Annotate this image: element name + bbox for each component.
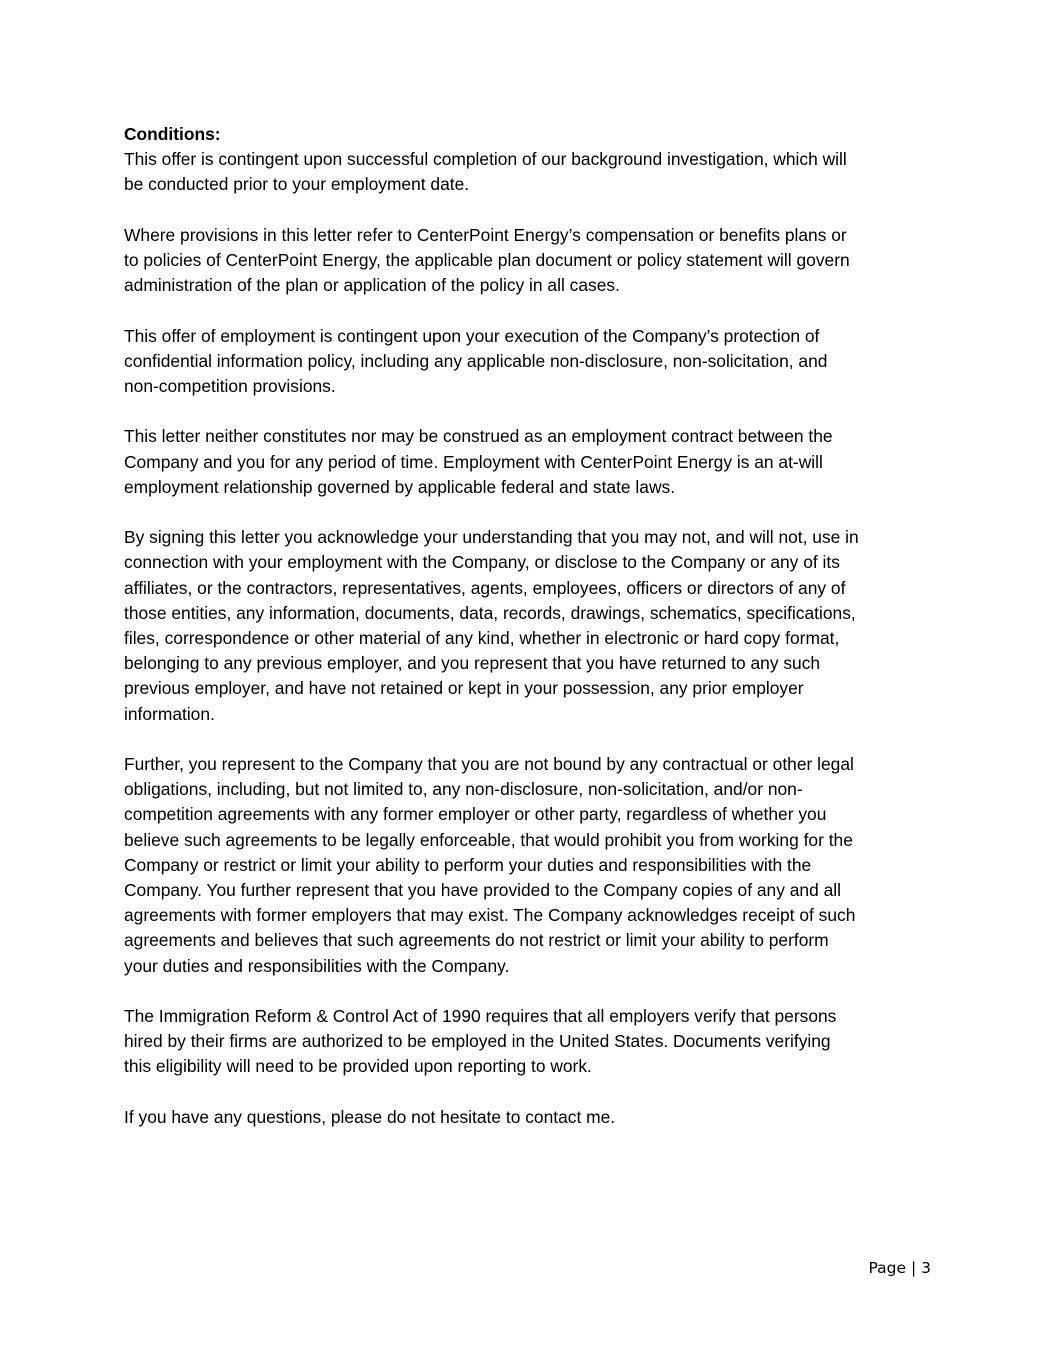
paragraph-at-will: This letter neither constitutes nor may be construed as an employment contract between the Company and you for any period of time. Employment with CenterPoint Energy is an at-will employment relationship governed by applicable federal and state laws. [124, 426, 833, 497]
letter-body [124, 122, 936, 1155]
paragraph-no-restrictive-agreements: Further, you represent to the Company that you are not bound by any contractual or other legal obligations, including, but not limited to, any non-disclosure, non-solicitation, and/or non- competition agreements with any former employer or other party, regardless of whether you believe such agreements to be legally enforceable, that would prohibit you from working for the Company or restrict or limit your ability to perform your duties and responsibilities with the Company. You further represent that you have provided to the Company copies of any and all agreements with former employers that may exist. The Company acknowledges receipt of such agreements and believes that such agreements do not restrict or limit your ability to perform your duties and responsibilities with the Company. [124, 754, 856, 976]
paragraph-plan-documents: Where provisions in this letter refer to CenterPoint Energy’s compensation or benefits plans or to policies of CenterPoint Energy, the applicable plan document or policy statement will govern administration of the plan or application of the policy in all cases. [124, 224, 850, 296]
paragraph-confidentiality: This offer of employment is contingent upon your execution of the Company’s protection of confidential information policy, including any applicable non-disclosure, non-solicitation, and non-competition provisions. [124, 325, 828, 396]
paragraph-immigration: The Immigration Reform & Control Act of 1990 requires that all employers verify that persons hired by their firms are authorized to be employed in the United States. Documents verifying this eligibility will need to be provided upon reporting to work. [124, 1006, 837, 1077]
section-heading: Conditions: [124, 124, 221, 144]
paragraph-background-check: This offer is contingent upon successful completion of our background investigation, which will be conducted prior to your employment date. [124, 149, 847, 195]
paragraph-questions: If you have any questions, please do not hesitate to contact me. [124, 1106, 616, 1127]
paragraph-prior-employer-info: By signing this letter you acknowledge your understanding that you may not, and will not, use in connection with your employment with the Company, or disclose to the Company or any of its affiliates, or the contractors, representatives, agents, employees, officers or directors of any of those entities, any information, documents, data, records, drawings, schematics, specifications, files, correspondence or other material of any kind, whether in electronic or hard copy format, belonging to any previous employer, and you represent that you have returned to any such previous employer, and have not retained or kept in your possession, any prior employer information. [124, 527, 859, 724]
page-number: Page | 3 [868, 1259, 931, 1277]
